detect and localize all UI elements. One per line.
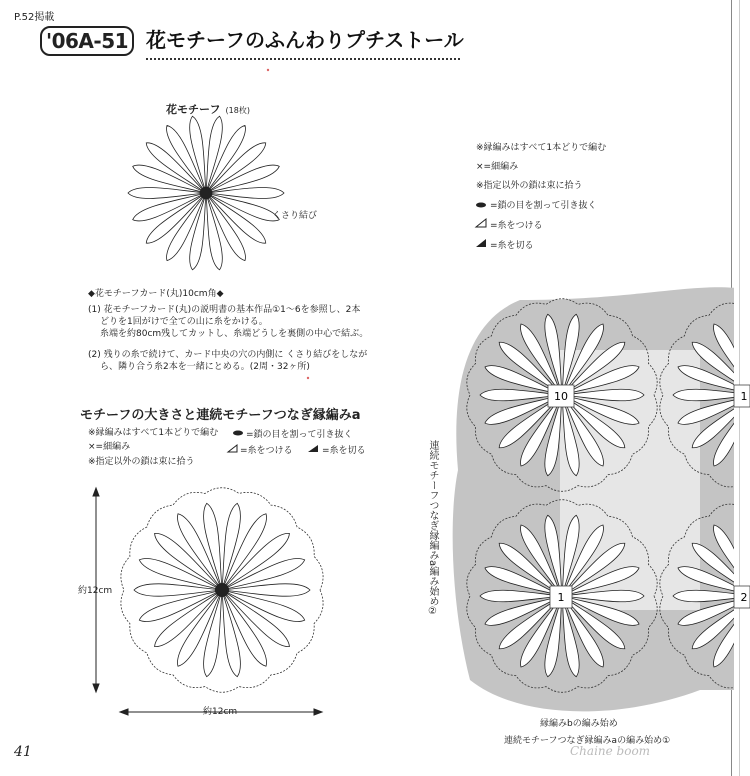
flower-center	[215, 583, 229, 597]
step1-line3: 糸端を約80cm残してカットし、糸端どうしを裏側の中心で結ぶ。	[100, 329, 369, 339]
motif-number-10: 10	[554, 390, 568, 403]
motif-number-1-top: 1	[740, 390, 748, 403]
edging-a-start-label: 連続モチーフつなぎ縁編みaの編み始め①	[504, 736, 671, 746]
page-title: 花モチーフのふんわりプチストール	[146, 28, 464, 52]
motif-legend-cut: =糸を切る	[322, 446, 366, 456]
continuous-start-label: 連続モチーフつなぎ縁編みa編み始め②	[427, 440, 438, 618]
flower-motif-title: 花モチーフ	[166, 103, 221, 116]
motif-legend-sc: ×=細編み	[88, 442, 131, 452]
measure-lines	[93, 488, 322, 715]
right-note1: ※縁編みはすべて1本どりで編む	[476, 143, 607, 153]
right-legend-slip: =鎖の目を割って引き抜く	[490, 201, 597, 211]
petal	[222, 584, 310, 596]
step1-line1: (1) 花モチーフカード(丸)の説明書の基本作品①1〜6を参照し、2本	[88, 305, 361, 315]
petal	[134, 584, 222, 596]
pattern-code-badge: '06A-51	[40, 26, 134, 56]
petal	[128, 188, 206, 199]
petal	[222, 533, 289, 590]
step2-line1: (2) 残りの糸で続けて、カード中央の穴の内側に くさり結びをしなが	[88, 350, 368, 360]
knot-label: くさり結び	[272, 211, 318, 221]
right-note2: ※指定以外の鎖は束に拾う	[476, 181, 583, 191]
step1-line2: どりを1回がけで全ての山に糸をかける。	[100, 317, 268, 327]
page-reference: P.52掲載	[14, 12, 55, 23]
edging-b-start-label: 縁編みbの編み始め	[540, 719, 618, 729]
page-number: 41	[14, 744, 32, 760]
flower-motif-diagram	[128, 116, 284, 270]
petal	[206, 188, 284, 199]
flower-center	[200, 187, 212, 199]
right-legend-attach: =糸をつける	[490, 221, 543, 231]
right-legend-cut: =糸を切る	[490, 241, 534, 251]
watermark: Chaine boom	[570, 744, 651, 758]
motif-number-1: 1	[557, 591, 565, 604]
petal	[155, 533, 222, 590]
petal	[738, 515, 750, 596]
motif-note2: ※指定以外の鎖は束に拾う	[88, 457, 195, 467]
motif-legend-slip: =鎖の目を割って引き抜く	[246, 430, 353, 440]
motif-legend-symbols	[228, 431, 318, 453]
flower-motif-count: (18枚)	[225, 106, 250, 115]
height-measure-label: 約12cm	[78, 586, 113, 596]
petal	[222, 590, 289, 647]
petal	[738, 314, 750, 395]
petal	[155, 590, 222, 647]
step2-line2: ら、隣り合う糸2本を一緒にとめる。(2周・32ヶ所)	[100, 362, 310, 372]
right-legend-sc: ×=細編み	[476, 162, 519, 172]
motif-number-2: 2	[740, 591, 748, 604]
edged-motif-diagram	[121, 488, 323, 693]
width-measure-label: 約12cm	[203, 707, 238, 717]
motif-legend-attach: =糸をつける	[240, 446, 293, 456]
right-legend-symbols	[476, 203, 486, 248]
continuous-join-diagram	[453, 287, 750, 711]
motif-note1: ※縁編みはすべて1本どりで編む	[88, 428, 219, 438]
motif-size-title: モチーフの大きさと連続モチーフつなぎ縁編みa	[80, 408, 361, 423]
card-heading: ◆花モチーフカード(丸)10cm角◆	[88, 289, 224, 299]
